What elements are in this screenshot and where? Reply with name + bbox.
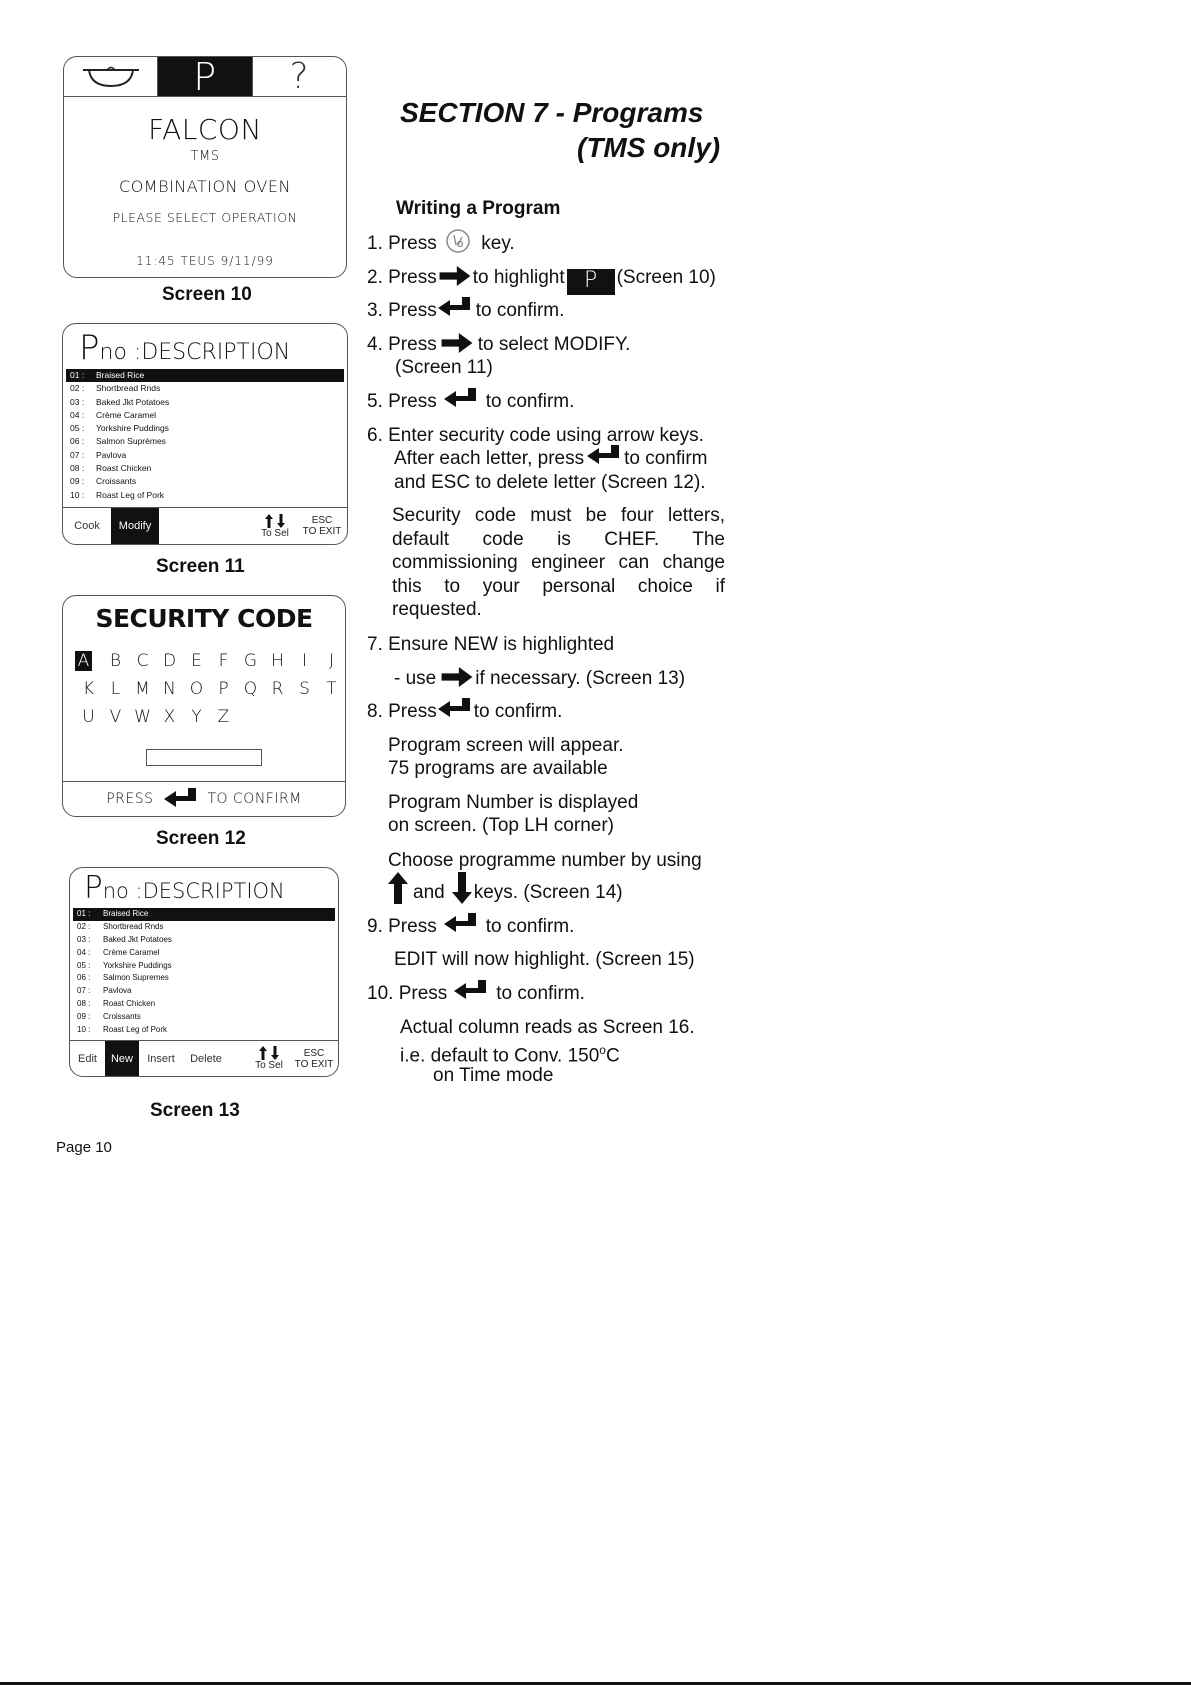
celsius-unit: C (605, 1045, 620, 1067)
step-6-line-1: 6. Enter security code using arrow keys. (367, 425, 704, 446)
arrow-up-icon (388, 872, 408, 904)
title-p: P (79, 328, 100, 368)
and-text: and (413, 882, 445, 903)
letter-n: N (163, 679, 176, 699)
step-6-line-3: and ESC to delete letter (Screen 12). (394, 472, 706, 493)
program-number: 05 : (77, 960, 91, 970)
screen-11-function-bar (63, 507, 347, 544)
program-name: Crème Caramel (103, 947, 160, 957)
program-number: 04 : (77, 947, 91, 957)
program-name: Pavlova (96, 449, 127, 460)
press-label: PRESS (106, 791, 154, 807)
program-list-title (84, 870, 285, 906)
letter-u: U (82, 707, 95, 727)
program-list-item (66, 409, 344, 422)
title-p: P (84, 870, 103, 906)
letter-q: Q (243, 679, 258, 699)
program-number: 01 : (70, 370, 85, 380)
program-number: 04 : (70, 409, 85, 420)
delete-softkey: Delete (190, 1052, 222, 1065)
program-name: Yorkshire Puddings (103, 960, 172, 970)
program-tab (158, 56, 252, 99)
up-down-arrows-icon (258, 1046, 280, 1060)
program-number: 02 : (77, 921, 91, 931)
enter-icon (438, 698, 472, 720)
step-3-text-a: 3. Press (367, 300, 437, 321)
program-list-item (73, 1024, 335, 1037)
step-2-text-a: 2. Press (367, 267, 437, 288)
program-list-item (73, 908, 335, 921)
program-name: Croissants (103, 1012, 141, 1022)
letter-i: I (301, 651, 307, 671)
screen-13-display (69, 867, 339, 1077)
letter-b: B (109, 651, 122, 671)
step-6-text-c: to confirm (624, 448, 708, 469)
program-list-item (66, 369, 344, 382)
step-2-text-c: (Screen 10) (616, 267, 716, 288)
step-7-text-b: - use (394, 668, 437, 689)
code-entry-box (146, 749, 262, 766)
section-heading-line-1: SECTION 7 - Programs (400, 97, 704, 128)
confirm-hint (63, 781, 345, 816)
esc-label: ESC (303, 1047, 325, 1059)
program-list-item (73, 998, 335, 1011)
letter-t: T (326, 679, 337, 699)
enter-icon (444, 388, 478, 410)
letter-x: X (163, 707, 176, 727)
step-3 (367, 299, 564, 322)
program-list (73, 908, 335, 1037)
program-list-item (66, 449, 344, 462)
date-time: 11:45 TEUS 9/11/99 (136, 254, 274, 268)
arrow-right-icon (440, 667, 474, 687)
program-list-title (79, 328, 290, 368)
enter-icon (444, 913, 478, 935)
program-list-item (73, 1011, 335, 1024)
step-8-text-a: 8. Press (367, 701, 437, 722)
default-conv-text: i.e. default to Conv. 150 (400, 1045, 600, 1067)
program-list-item (66, 462, 344, 475)
step-5-text-b: to confirm. (485, 391, 575, 412)
step-5-text-a: 5. Press (367, 391, 437, 412)
arrow-right-icon (438, 266, 472, 286)
to-sel-label: To Sel (255, 1060, 283, 1071)
step-8 (367, 700, 562, 723)
step-4 (367, 333, 630, 356)
program-name: Roast Leg of Pork (96, 489, 165, 500)
to-exit-label: TO EXIT (302, 526, 342, 537)
help-tab (253, 57, 346, 96)
oven-type: COMBINATION OVEN (119, 177, 291, 196)
subheading: Writing a Program (396, 198, 561, 219)
screen-11-caption: Screen 11 (156, 556, 245, 577)
esc-hint (290, 1041, 338, 1076)
program-number: 09 : (77, 1012, 91, 1022)
step-7-text-c: if necessary. (Screen 13) (475, 668, 686, 689)
security-code-note: Security code must be four letters, default code is CHEF. The commissioning engineer can change this to your personal choice if requested. (392, 505, 725, 620)
program-number-note-1: Program Number is displayed (388, 792, 639, 813)
model-name: TMS (190, 149, 220, 164)
program-name: Salmon Suprèmes (96, 436, 166, 447)
program-number: 10 : (70, 489, 85, 500)
program-number: 03 : (70, 396, 85, 407)
step-2-text-b: to highlight (472, 267, 565, 288)
screen-10-display (63, 56, 347, 278)
program-tab-label: P (193, 56, 217, 99)
degree-mark: o (599, 1043, 606, 1057)
program-name: Crème Caramel (96, 409, 156, 420)
timer-key-icon (444, 228, 472, 254)
program-name: Braised Rice (96, 370, 145, 380)
letter-h: H (271, 651, 284, 671)
program-list-item (73, 960, 335, 973)
step-1-text-a: 1. Press (367, 233, 437, 254)
program-list-item (66, 475, 344, 488)
esc-label: ESC (311, 515, 333, 526)
program-list-item (66, 396, 344, 409)
program-list-item (73, 934, 335, 947)
letter-d: D (162, 651, 177, 671)
step-9 (367, 915, 574, 938)
arrow-right-icon (440, 333, 474, 353)
screen-13-function-bar (70, 1040, 338, 1076)
time-mode-note: on Time mode (433, 1065, 554, 1086)
program-list-item (73, 972, 335, 985)
letter-g: G (243, 651, 258, 671)
letter-s: S (299, 679, 310, 699)
cook-softkey: Cook (74, 520, 100, 532)
screen-10-tabs (64, 57, 346, 97)
program-list-item (66, 489, 344, 502)
keys-text: keys. (Screen 14) (473, 882, 623, 903)
esc-hint (297, 508, 347, 544)
letter-row-1 (75, 651, 345, 671)
letter-k: K (82, 679, 95, 699)
edit-highlight-note: EDIT will now highlight. (Screen 15) (394, 949, 695, 970)
up-down-arrows-icon (264, 514, 286, 528)
step-10-text-a: 10. Press (367, 983, 448, 1004)
title-description: no :DESCRIPTION (102, 879, 285, 903)
screen-10-caption: Screen 10 (162, 284, 252, 305)
program-name: Pavlova (103, 986, 132, 996)
security-code-title: SECURITY CODE (95, 604, 313, 633)
letter-a: A (75, 651, 92, 671)
program-name: Croissants (96, 476, 137, 487)
letter-l: L (110, 679, 121, 699)
program-name: Roast Leg of Pork (103, 1025, 168, 1035)
to-sel-label: To Sel (261, 527, 289, 539)
step-2 (367, 266, 716, 295)
step-4-text-a: 4. Press (367, 334, 437, 355)
letter-m: M (135, 679, 150, 699)
title-description: no :DESCRIPTION (99, 340, 291, 365)
program-name: Baked Jkt Potatoes (96, 396, 170, 407)
program-number: 07 : (77, 986, 91, 996)
enter-icon (438, 297, 472, 319)
letter-j: J (328, 651, 334, 671)
brand-name: FALCON (148, 113, 262, 146)
new-softkey: New (105, 1041, 139, 1076)
step-6-text-b: After each letter, press (394, 448, 585, 469)
screen-12-caption: Screen 12 (156, 828, 246, 849)
step-10 (367, 982, 585, 1005)
program-number: 06 : (70, 436, 85, 447)
to-confirm-label: TO CONFIRM (207, 791, 302, 807)
program-list (66, 369, 344, 502)
program-number: 07 : (70, 449, 85, 460)
actual-column-note: Actual column reads as Screen 16. (400, 1017, 695, 1038)
arrow-down-icon (452, 872, 472, 904)
letter-v: V (109, 707, 122, 727)
step-3-text-b: to confirm. (475, 300, 565, 321)
screen-13-caption: Screen 13 (150, 1100, 240, 1121)
step-4-screen-ref: (Screen 11) (395, 357, 493, 378)
program-name: Yorkshire Puddings (96, 423, 169, 434)
letter-z: Z (217, 707, 230, 727)
section-heading-line-2: (TMS only) (577, 132, 721, 163)
step-4-text-b: to select MODIFY. (477, 334, 631, 355)
program-name: Roast Chicken (96, 463, 152, 474)
letter-c: C (136, 651, 149, 671)
program-list-item (66, 435, 344, 448)
program-list-item (66, 382, 344, 395)
program-number: 01 : (77, 909, 91, 918)
enter-icon (164, 788, 198, 810)
to-select-hint (253, 508, 297, 544)
step-1 (367, 232, 515, 255)
screen-12-display (62, 595, 346, 817)
cooking-pot-tab (64, 57, 158, 96)
step-6-line-2 (394, 447, 708, 470)
program-number: 08 : (77, 999, 91, 1009)
program-name: Shortbread Rnds (103, 921, 164, 931)
letter-row-2 (75, 679, 345, 699)
step-9-text-a: 9. Press (367, 916, 437, 937)
step-8-text-b: to confirm. (473, 701, 563, 722)
program-list-item (73, 947, 335, 960)
screen-11-display (62, 323, 348, 545)
program-number: 09 : (70, 476, 85, 487)
up-down-keys-note (388, 881, 623, 904)
letter-p: P (218, 679, 229, 699)
to-select-hint (248, 1041, 290, 1076)
program-name: Baked Jkt Potatoes (103, 934, 172, 944)
step-9-text-b: to confirm. (485, 916, 575, 937)
program-number: 10 : (77, 1025, 91, 1035)
to-exit-label: TO EXIT (294, 1058, 334, 1070)
enter-icon (587, 445, 621, 467)
step-1-text-b: key. (481, 233, 515, 254)
step-7-line-1: 7. Ensure NEW is highlighted (367, 634, 615, 655)
letter-row-3 (75, 707, 237, 727)
program-number-note-2: on screen. (Top LH corner) (388, 815, 614, 836)
select-operation-prompt: PLEASE SELECT OPERATION (112, 210, 298, 225)
program-number: 05 : (70, 423, 85, 434)
letter-f: F (218, 651, 229, 671)
programs-available-note: 75 programs are available (388, 758, 608, 779)
program-key-highlighted: P (567, 269, 615, 295)
program-number: 08 : (70, 463, 85, 474)
letter-e: E (191, 651, 202, 671)
step-7-line-2 (394, 667, 685, 690)
program-number: 02 : (70, 383, 85, 394)
letter-o: O (189, 679, 204, 699)
step-5 (367, 390, 574, 413)
program-screen-note: Program screen will appear. (388, 735, 624, 756)
program-name: Shortbread Rnds (96, 383, 161, 394)
program-number: 03 : (77, 934, 91, 944)
program-name: Braised Rice (103, 909, 149, 918)
enter-icon (454, 980, 488, 1002)
letter-r: R (271, 679, 284, 699)
step-10-text-b: to confirm. (496, 983, 585, 1004)
letter-y: Y (191, 707, 202, 727)
insert-softkey: Insert (147, 1052, 175, 1065)
help-tab-label: ? (289, 56, 310, 97)
program-list-item (66, 422, 344, 435)
program-name: Salmon Supremes (103, 973, 169, 983)
edit-softkey: Edit (78, 1052, 97, 1065)
page-number: Page 10 (56, 1139, 112, 1156)
cooking-pot-icon (81, 64, 141, 90)
choose-program-note: Choose programme number by using (388, 850, 702, 871)
modify-softkey: Modify (111, 508, 159, 544)
letter-w: W (134, 707, 151, 727)
program-number: 06 : (77, 973, 91, 983)
program-list-item (73, 921, 335, 934)
program-name: Roast Chicken (103, 999, 156, 1009)
program-list-item (73, 985, 335, 998)
